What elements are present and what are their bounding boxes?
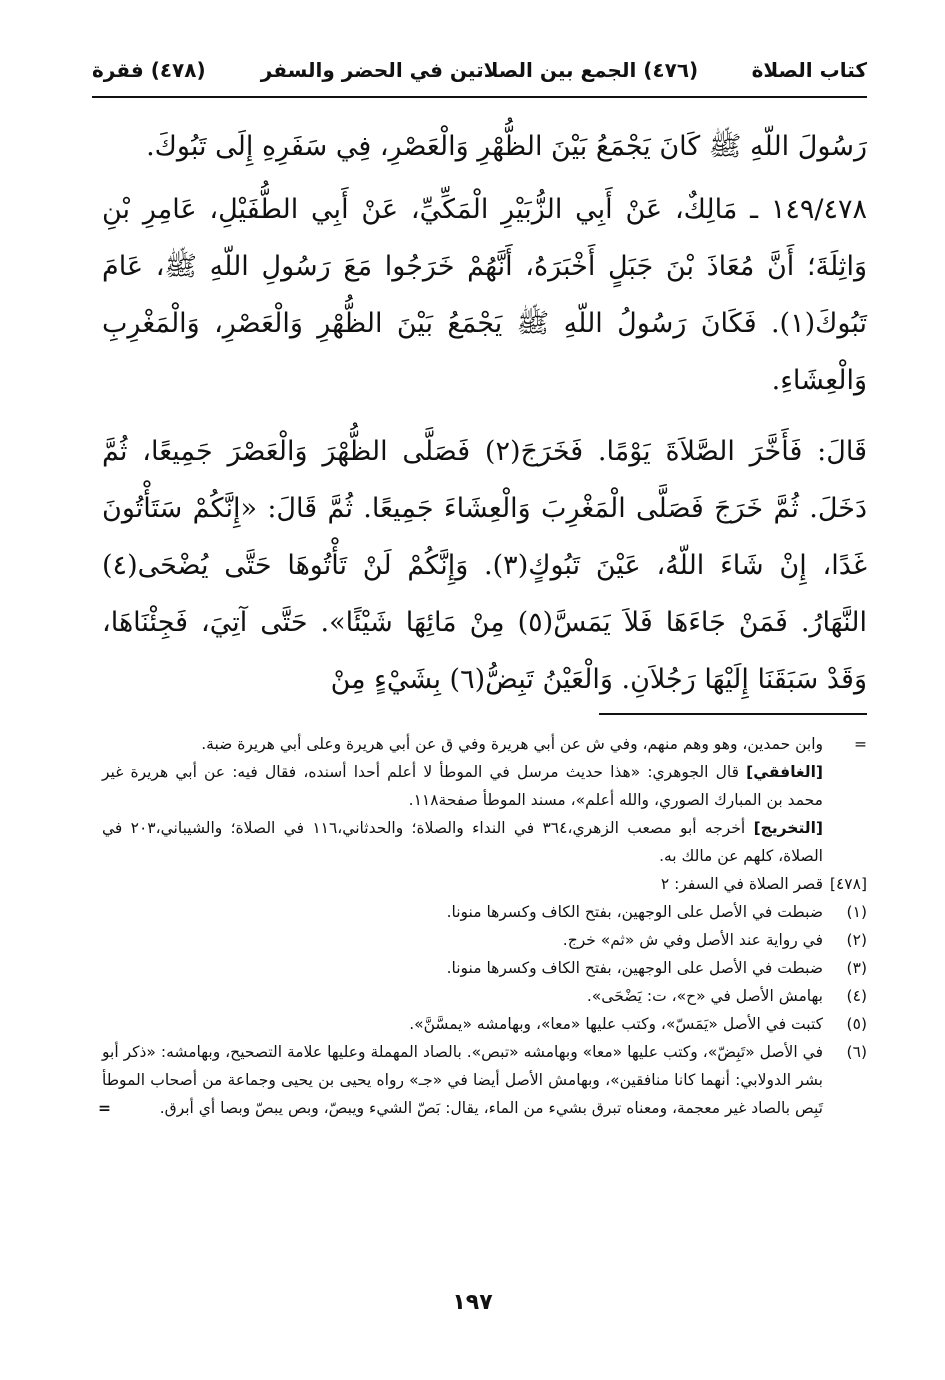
ghafiqi-text: قال الجوهري: «هذا حديث مرسل في الموطأ لا أعلم أحدا أسنده، فقال فيه: عن أبي هريرة غير محمد بن المبارك الصوري، والله أعلم»، مسند الموطأ صفحة١١٨. (102, 763, 823, 809)
book-title: كتاب الصلاة (751, 58, 867, 82)
continues-marker: = (98, 1099, 111, 1117)
main-text (102, 118, 867, 722)
footnote-5 (102, 1010, 867, 1038)
narration-paragraph: قَالَ: فَأَخَّرَ الصَّلاَةَ يَوْمًا. فَخَرَجَ(٢) فَصَلَّى الظُّهْرَ وَالْعَصْرَ جَمِيعًا، ثُمَّ دَخَلَ. ثُمَّ خَرَجَ فَصَلَّى الْمَغْرِبَ وَالْعِشَاءَ جَمِيعًا. ثُمَّ قَالَ: «إِنَّكُمْ سَتَأْتُونَ غَدًا، إِنْ شَاءَ اللّهُ، عَيْنَ تَبُوكٍ(٣). وَإِنَّكُمْ لَنْ تَأْتُوهَا حَتَّى يُضْحَى(٤) النَّهَارُ. فَمَنْ جَاءَهَا فَلاَ يَمَسَّ(٥) مِنْ مَائِهَا شَيْئًا». حَتَّى آتِيَ، فَجِئْنَاهَا، وَقَدْ سَبَقَنَا إِلَيْهَا رَجُلاَنِ. وَالْعَيْنُ تَبِضُّ(٦) بِشَيْءٍ مِنْ (102, 436, 867, 695)
footnote-marker: (٥) (846, 1015, 867, 1033)
footnote-marker: (٦) (846, 1043, 867, 1061)
running-header (92, 52, 867, 94)
chapter-title: (٤٧٦) الجمع بين الصلاتين في الحضر والسفر (260, 58, 699, 82)
header-divider (92, 96, 867, 98)
reference-note (102, 870, 867, 898)
footnote-4 (102, 982, 867, 1010)
footnote-marker: (٣) (846, 959, 867, 977)
footnote-text: بهامش الأصل في «ح»، ت: يَضْحَى». (586, 987, 823, 1005)
hadith-number: ١٤٩/٤٧٨ (770, 194, 868, 225)
footnote-text: في الأصل «تَبِضّ»، وكتب عليها «معا» وبهامشه «تبص». بالصاد المهملة وعليها علامة التصحيح، وبهامشه: «ذكر أبو بشر الدولابي: أنهما كانا منافقين»، وبهامش الأصل أيضا في «جـ» رواه يحيى بن يحيى وجماعة من أصحاب الموطأ تَبِص بالصاد غير معجمة، ومعناه تبرق بشيء من الماء، يقال: بَصّ الشيء ويبصّ، وبص يبصّ وبصا أي أبرق. (102, 1043, 823, 1117)
page-number: ١٩٧ (452, 1290, 493, 1315)
reference-text: قصر الصلاة في السفر: ٢ (660, 875, 823, 893)
footnote-marker: (١) (846, 903, 867, 921)
footnote-text: ضبطت في الأصل على الوجهين، بفتح الكاف وكسرها منونا. (446, 959, 823, 977)
footnote-text: كتبت في الأصل «يَمَسّ»، وكتب عليها «معا»، وبهامشه «يمسَّنَّ». (409, 1015, 823, 1033)
footnote-marker: (٤) (846, 987, 867, 1005)
continued-note-text: وابن حمدين، وهو وهم منهم، وفي ش عن أبي هريرة وفي ق عن أبي هريرة وعلى أبي هريرة ضبة. (201, 735, 823, 753)
takhrij-text: أخرجه أبو مصعب الزهري،٣٦٤ في النداء والصلاة؛ والحدثاني،١١٦ في الصلاة؛ والشيباني،٢٠٣ في الصلاة، كلهم عن مالك به. (102, 819, 823, 865)
continued-note (102, 730, 867, 758)
footnotes-section (98, 730, 867, 1122)
ghafiqi-note (102, 758, 867, 814)
section-label: (٤٧٨) فقرة (92, 58, 206, 82)
hadith-text: ـ مَالِكٌ، عَنْ أَبِي الزُّبَيْرِ الْمَكِّيِّ، عَنْ أَبِي الطُّفَيْلِ، عَامِرِ بْنِ وَاثِلَةَ؛ أَنَّ مُعَاذَ بْنَ جَبَلٍ أَخْبَرَهُ، أَنَّهُمْ خَرَجُوا مَعَ رَسُولِ اللّهِ ﷺ، عَامَ تَبُوكَ(١). فَكَانَ رَسُولُ اللّهِ ﷺ يَجْمَعُ بَيْنَ الظُّهْرِ وَالْعَصْرِ، وَالْمَغْرِبِ وَالْعِشَاءِ. (102, 194, 867, 396)
footnote-3 (102, 954, 867, 982)
takhrij-note (102, 814, 867, 870)
footnote-2 (102, 926, 867, 954)
takhrij-tag: [التخريج] (753, 819, 823, 837)
footnote-text: في رواية عند الأصل وفي ش «ثم» خرج. (562, 931, 823, 949)
footnote-divider (599, 713, 867, 715)
continuation-line: رَسُولَ اللّهِ ﷺ كَانَ يَجْمَعُ بَيْنَ الظُّهْرِ وَالْعَصْرِ، فِي سَفَرِهِ إِلَى تَبُوكَ. (146, 131, 867, 162)
footnote-1 (102, 898, 867, 926)
footnote-marker: (٢) (846, 931, 867, 949)
footnote-text: ضبطت في الأصل على الوجهين، بفتح الكاف وكسرها منونا. (446, 903, 823, 921)
continuation-marker: = (854, 735, 867, 753)
reference-marker: [٤٧٨] (829, 875, 867, 893)
hadith-paragraph (102, 181, 867, 409)
footnote-6 (98, 1038, 867, 1122)
ghafiqi-tag: [الغافقي] (746, 763, 823, 781)
